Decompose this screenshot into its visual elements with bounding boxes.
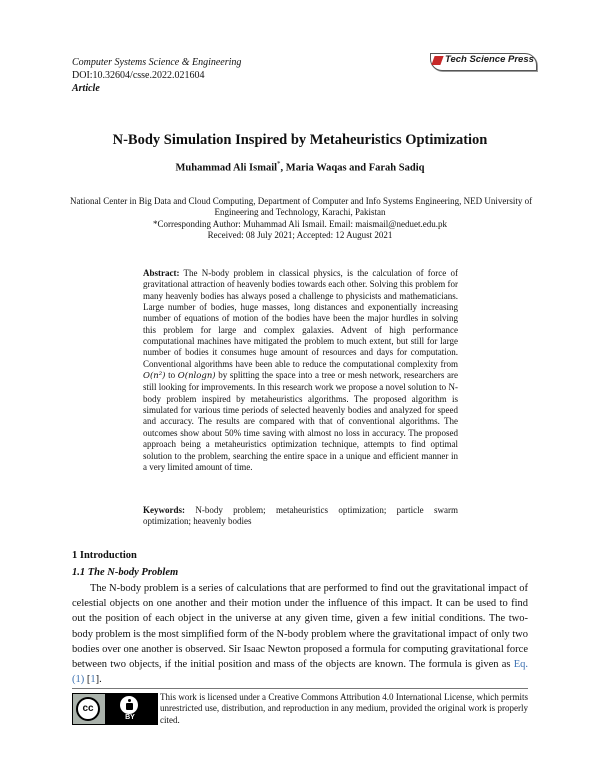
corresponding-mark: * <box>277 160 281 168</box>
abstract-text: by splitting the space into a tree or mesh network, researchers are still looking for improvements. In this research work we propose a novel solution to N-body problem inspired by metaheuristics algorithms. The proposed algorithm is simulated for various time periods of selected heavenly bodies and analyzed for speed and accuracy. The results are compared with that of conventional algorithms. The outcomes show about 50% time saving with almost no loss in accuracy. The proposed approach being a metaheuristics optimization technique, attempts to find optimal solution to the problem, searching the entire space in a unique and efficient manner in a very limited amount of time. <box>143 370 458 472</box>
abstract-label: Abstract: <box>143 268 180 278</box>
abstract-text: to <box>165 370 178 381</box>
subsection-heading: 1.1 The N-body Problem <box>72 567 179 578</box>
section-heading: 1 Introduction <box>72 550 137 561</box>
doi[interactable]: DOI:10.32604/csse.2022.021604 <box>72 70 205 81</box>
footer-divider <box>72 688 528 689</box>
license-text: This work is licensed under a Creative Commons Attribution 4.0 International License, which permits unrestricted use, distribution, and reproduction in any medium, provided the original work is properly cited. <box>160 692 528 725</box>
by-label: BY <box>125 714 135 721</box>
abstract <box>143 268 458 473</box>
complexity-to: O(nlogn) <box>177 371 216 382</box>
affiliation-line: Engineering and Technology, Karachi, Pakistan <box>214 207 386 218</box>
cc-by-badge[interactable] <box>72 693 158 725</box>
equation-link[interactable]: Eq. (1) <box>72 659 528 686</box>
author-first: Muhammad Ali Ismail <box>175 162 278 174</box>
journal-name: Computer Systems Science & Engineering <box>72 57 242 68</box>
paragraph-text: The N-body problem is a series of calculations that are performed to find out the gravitational impact of celestial objects on one another and their motion under the influence of this impact. It can be used to find out the position of each object in the universe at any given time, given a few initial conditions. The two-body problem is the most simplified form of the N-body problem where the gravitational impact of only two bodies over one another is observed. Sir Isaac Newton proposed a formula for computing gravitational force between two objects, if the initial position and mass of the objects are known. The formula is given as <box>72 583 528 671</box>
abstract-text: The N-body problem in classical physics, is the calculation of force of gravitational attraction of heavenly bodies towards each other. Solving this problem for many heavenly bodies has always posed a challenge to physicists and mathematicians. Large number of bodies, huge masses, long distances and exponentially increasing number of equations of motion of the bodies have been the major hurdles in solving this problem for large and complex galaxies. Advent of high performance computational machines have mitigated the problem to much extent, but still for large number of bodies it consumes huge amount of resources and days for computation. Conventional algorithms have been able to reduce the computational complexity from <box>143 268 458 369</box>
affiliation-block <box>70 196 533 241</box>
author-rest: , Maria Waqas and Farah Sadiq <box>280 162 425 174</box>
body-paragraph <box>72 581 528 687</box>
article-type: Article <box>72 83 100 94</box>
paragraph-text: [ <box>84 674 91 686</box>
corresponding-author: *Corresponding Author: Muhammad Ali Ismail. Email: maismail@neduet.edu.pk <box>153 218 447 229</box>
publisher-name: Tech Science Press <box>445 54 534 65</box>
keywords-text: N-body problem; metaheuristics optimization; particle swarm optimization; heavenly bodies <box>143 505 458 527</box>
keywords <box>143 505 458 528</box>
paper-title: N-Body Simulation Inspired by Metaheuristics Optimization <box>112 132 488 148</box>
author-list <box>0 160 600 174</box>
affiliation-line: National Center in Big Data and Cloud Computing, Department of Computer and Info Systems Engineering, NED University of <box>70 196 533 206</box>
paragraph-text: ]. <box>95 674 102 686</box>
publisher-logo <box>430 53 535 69</box>
complexity-from: O(n²) <box>143 371 166 382</box>
reference-link[interactable]: 1 <box>90 674 96 686</box>
cc-icon: cc <box>76 697 100 721</box>
keywords-label: Keywords: <box>143 505 185 515</box>
dates: Received: 08 July 2021; Accepted: 12 August 2021 <box>207 229 393 240</box>
